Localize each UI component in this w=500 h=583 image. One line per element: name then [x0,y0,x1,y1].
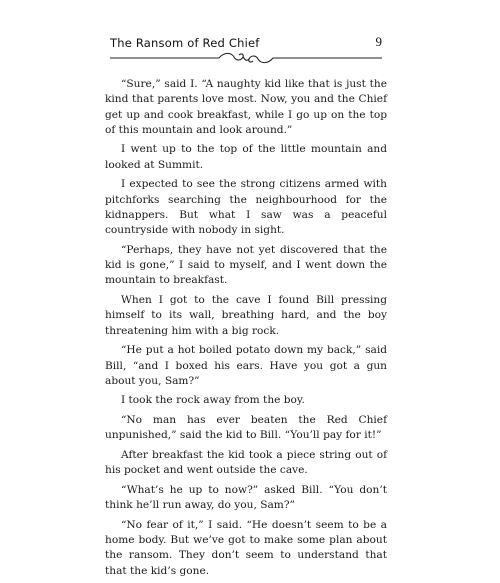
page-number: 9 [375,34,382,49]
paragraph: I went up to the top of the little mountain and looked at Summit. [105,143,387,171]
paragraph: “Perhaps, they have not yet discovered that the kid is gone,” I said to myself, and I went down the mountain to breakfast. [105,243,387,287]
scroll-flourish-icon [110,49,382,67]
paragraph: When I got to the cave I found Bill pressing himself to its wall, breathing hard, and the boy threatening him with a big rock. [105,294,387,337]
running-title: The Ransom of Red Chief [110,36,260,50]
paragraph: “Sure,” said I. “A naughty kid like that is just the kind that parents love most. Now, you and the Chief get up and cook breakfast, while I go up on the top of this mountain and look around.” [105,78,387,136]
paragraph: “No man has ever beaten the Red Chief unpunished,” said the kid to Bill. “You’ll pay for it!” [105,414,387,442]
page-header [110,36,382,66]
paragraph: After breakfast the kid took a piece string out of his pocket and went outside the cave. [105,448,387,477]
paragraph: I expected to see the strong citizens armed with pitchforks searching the neighbourhood for the kidnappers. But what I saw was a peaceful countryside with nobody in sight. [105,178,387,237]
paragraph: “No fear of it,” I said. “He doesn’t seem to be a home body. But we’ve got to make some plan about the ransom. They don’t seem to understand that that the kid’s gone. [105,518,387,577]
body-text [105,77,387,583]
paragraph: “What’s he up to now?” asked Bill. “You don’t think he’ll run away, do you, Sam?” [105,483,387,512]
paragraph: I took the rock away from the boy. [121,394,305,407]
paragraph: “He put a hot boiled potato down my back,” said Bill, “and I boxed his ears. Have you got a gun about you, Sam?” [105,344,387,387]
